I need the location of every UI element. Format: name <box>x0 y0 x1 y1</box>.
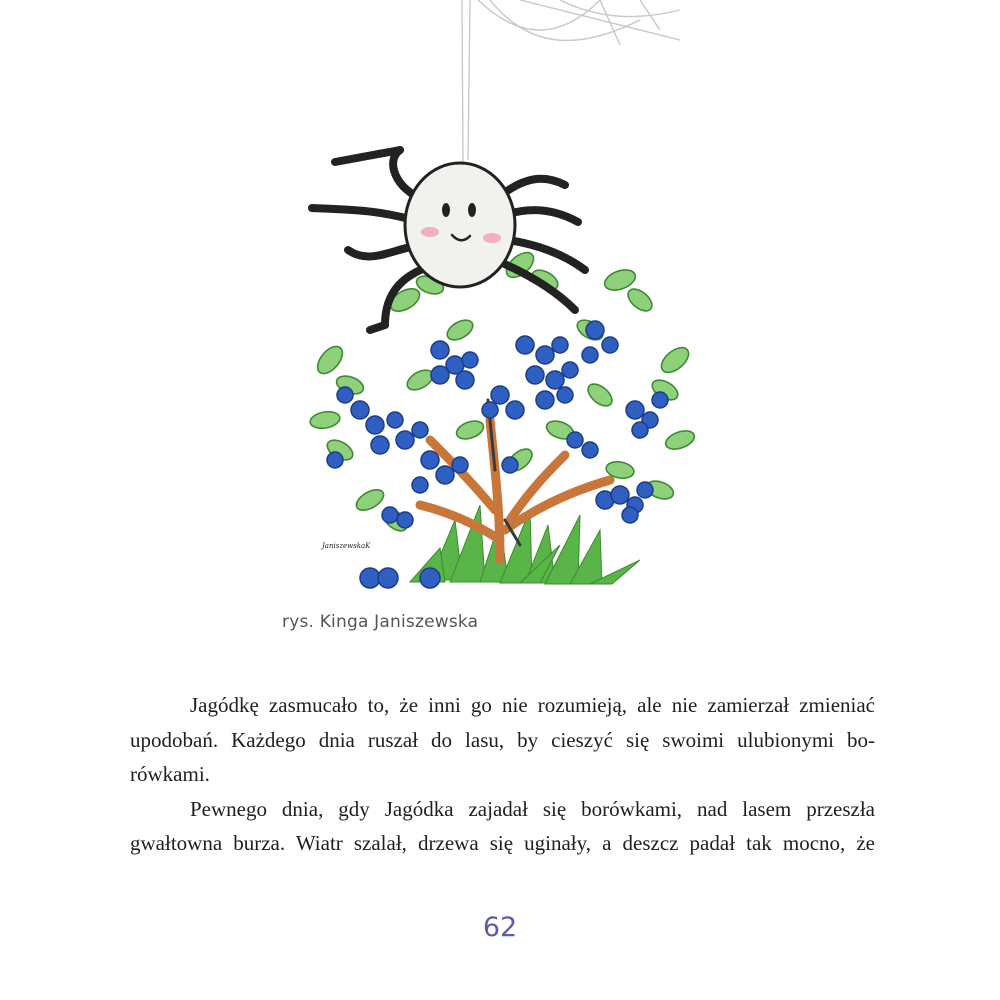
illustration-caption: rys. Kinga Janiszewska <box>282 612 479 632</box>
spider-icon <box>312 150 585 330</box>
text-line-5: gwałtowna burza. Wiatr szalał, drzewa się uginały, a deszcz padał tak mocno, że <box>130 831 875 855</box>
text-line-2: upodobań. Każdego dnia ruszał do lasu, by cieszyć się swoimi ulubionymi bo- <box>130 727 875 752</box>
text-line-1: Jagódkę zasmucało to, że inni go nie rozumieją, ale nie zamierzał zmieniać <box>190 693 875 717</box>
artist-signature: JaniszewskaK <box>322 542 371 550</box>
text-line-3: rówkami. <box>130 762 210 786</box>
text-line-4: Pewnego dnia, gdy Jagódka zajadał się borówkami, nad lasem przeszła <box>190 796 875 821</box>
spider-web-icon <box>462 0 680 165</box>
page-number: 62 <box>482 912 518 943</box>
body-text <box>130 688 875 861</box>
